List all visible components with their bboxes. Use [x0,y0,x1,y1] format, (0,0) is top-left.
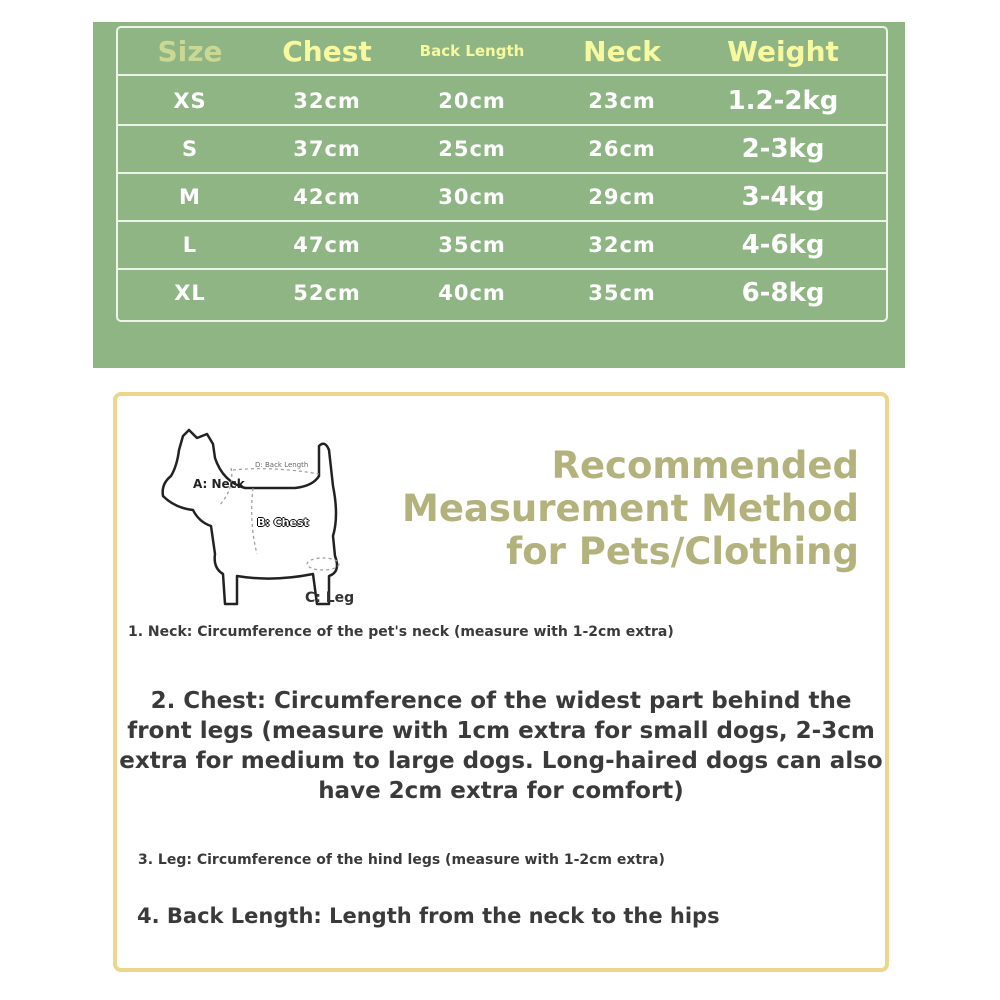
table-row [118,270,886,316]
chest-cell: 52cm [293,281,361,305]
title-line: Recommended [551,444,859,487]
diagram-neck-label: A: Neck [193,477,245,491]
weight-cell: 2-3kg [741,134,825,164]
back-length-cell: 40cm [438,281,506,305]
header-neck: Neck [583,34,661,68]
weight-cell: 1.2-2kg [727,86,839,116]
weight-cell: 4-6kg [741,230,825,260]
table-row [118,174,886,222]
chest-cell: 47cm [293,233,361,257]
size-cell: XL [174,281,206,305]
diagram-leg-label: C: Leg [305,590,355,606]
diagram-chest-label: B: Chest [257,516,309,529]
weight-cell: 3-4kg [741,182,825,212]
back-length-cell: 25cm [438,137,506,161]
weight-cell: 6-8kg [741,278,825,308]
title-line: Measurement Method [402,487,859,530]
neck-cell: 32cm [588,233,656,257]
chest-cell: 32cm [293,89,361,113]
neck-cell: 23cm [588,89,656,113]
table-row [118,126,886,174]
instruction-neck: 1. Neck: Circumference of the pet's neck (measure with 1-2cm extra) [128,624,674,640]
table-row [118,222,886,270]
size-cell: M [179,185,201,209]
instruction-leg: 3. Leg: Circumference of the hind legs (measure with 1-2cm extra) [138,852,665,868]
size-chart-panel [93,22,905,368]
chest-cell: 37cm [293,137,361,161]
table-row [118,78,886,126]
size-chart-table [116,26,888,322]
size-cell: L [182,233,198,257]
size-chart-header-row [118,28,886,76]
instruction-back-length: 4. Back Length: Length from the neck to the hips [137,904,720,928]
header-chest: Chest [282,34,372,68]
neck-cell: 29cm [588,185,656,209]
chest-cell: 42cm [293,185,361,209]
size-cell: XS [173,89,207,113]
diagram-back-length-label: D: Back Length [255,461,309,469]
header-back-length: Back Length [419,42,525,60]
instruction-chest: 2. Chest: Circumference of the widest part behind the front legs (measure with 1cm extra for small dogs, 2-3cm extra for medium to large dogs. Long-haired dogs can also have 2cm extra for comfort) [119,688,883,804]
back-length-cell: 30cm [438,185,506,209]
back-length-cell: 20cm [438,89,506,113]
size-cell: S [181,137,199,161]
header-weight: Weight [727,34,839,68]
back-length-cell: 35cm [438,233,506,257]
neck-cell: 26cm [588,137,656,161]
measurement-guide-title [402,444,859,573]
neck-cell: 35cm [588,281,656,305]
dog-measurement-diagram [153,426,373,616]
measurement-guide-card [113,392,889,972]
header-size: Size [157,34,223,68]
title-line: for Pets/Clothing [506,530,859,573]
